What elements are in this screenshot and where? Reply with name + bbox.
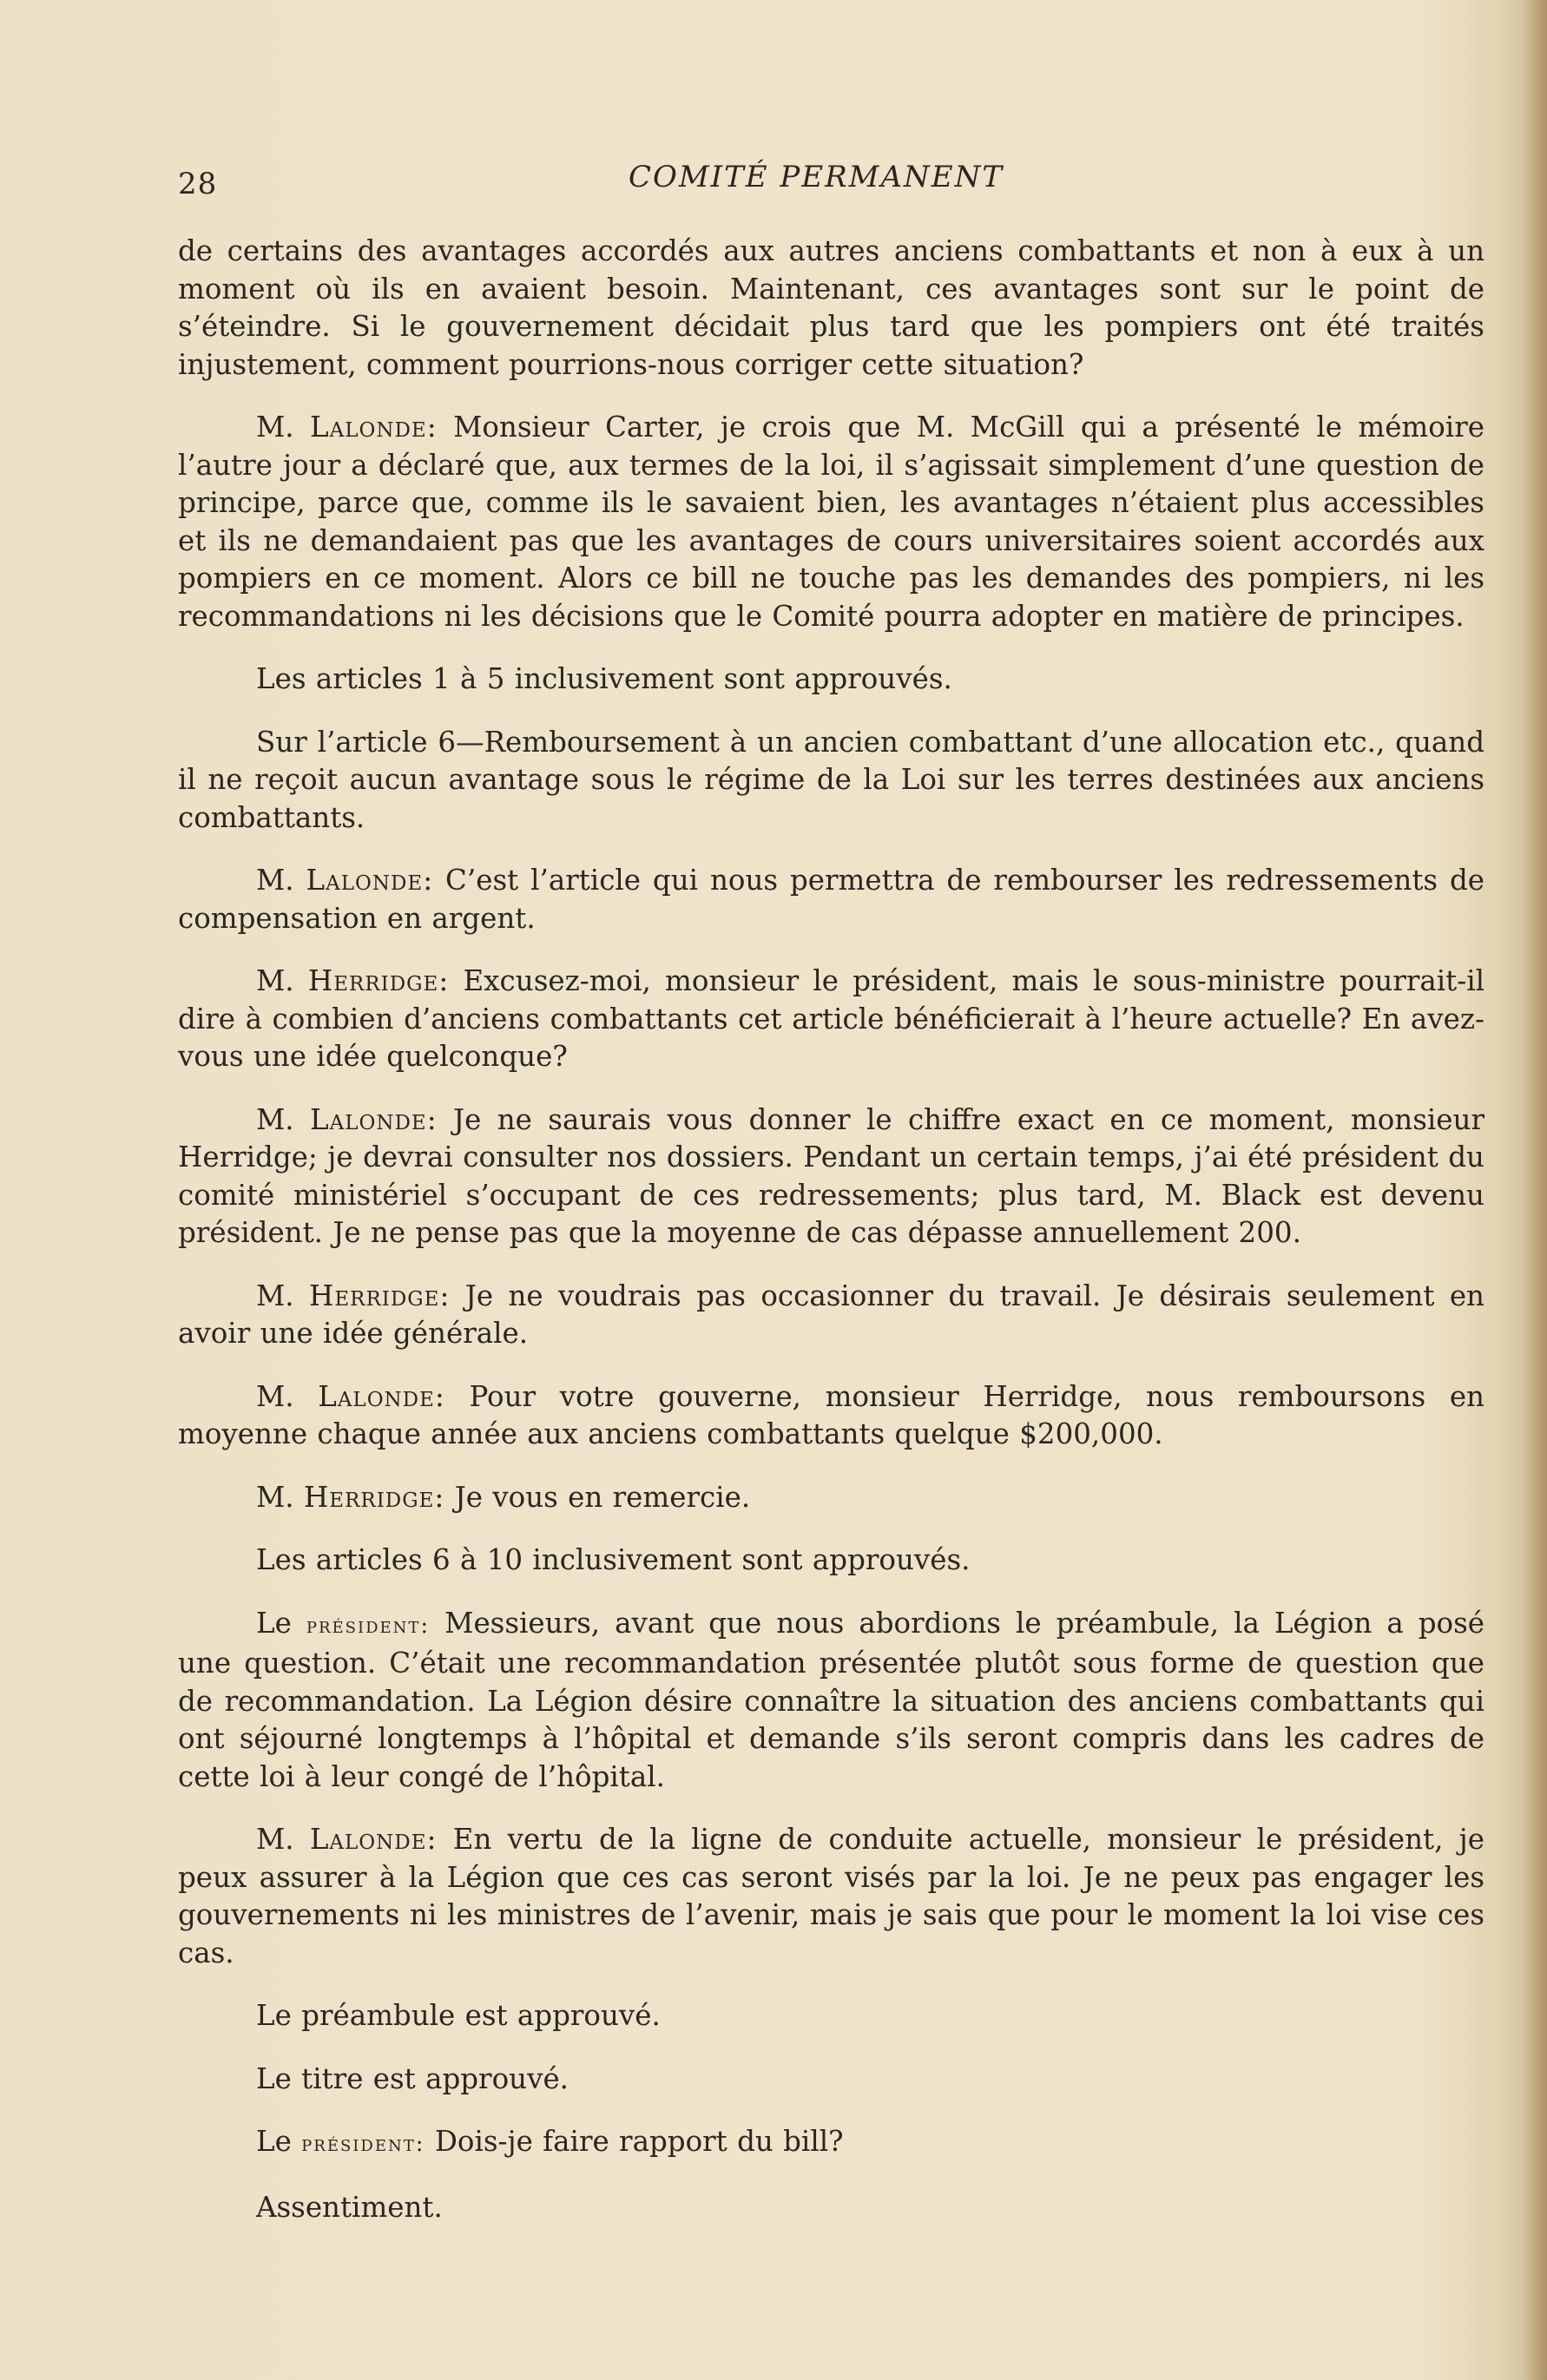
- paragraph-motion: [178, 1997, 1484, 2035]
- speaker-name: Lalonde:: [318, 1379, 445, 1413]
- running-title: COMITÉ PERMANENT: [628, 160, 1004, 194]
- speaker-prefix: M.: [256, 864, 306, 897]
- paragraph-motion: [178, 661, 1484, 699]
- paragraph-motion: [178, 2061, 1484, 2099]
- speaker-prefix: Le: [256, 1606, 306, 1640]
- paragraph-speech: [178, 2123, 1484, 2164]
- speaker-prefix: M.: [256, 1480, 304, 1514]
- paragraph-speech: [178, 1378, 1484, 1454]
- paragraph-speech: [178, 963, 1484, 1076]
- paragraph-text: Monsieur Carter, je crois que M. McGill qui a présenté le mémoire l’autre jour a déclaré que, aux termes de la loi, il s’agissait simplement d’une question de principe, parce que, comme ils le savaient bien, les avantages n’étaient plus accessibles et ils ne demandaient pas que les avantages de cours universitaires soient accordés aux pompiers en ce moment. Alors ce bill ne touche pas les demandes des pompiers, ni les recommandations ni les décisions que le Comité pourra adopter en matière de principes.: [178, 411, 1484, 633]
- paragraph-text: Le préambule est approuvé.: [256, 1999, 661, 2032]
- paragraph-speech: [178, 1605, 1484, 1797]
- paragraph-motion: [178, 2189, 1484, 2227]
- paragraph-text: En vertu de la ligne de conduite actuelle, monsieur le président, je peux assurer à la Légion que ces cas seront visés par la loi. Je ne peux pas engager les gouvernements ni les ministres de l’avenir, mais je sais que pour le moment la loi vise ces cas.: [178, 1823, 1484, 1969]
- paragraph-text: de certains des avantages accordés aux autres anciens combattants et non à eux à un moment où ils en avaient besoin. Maintenant, ces avantages sont sur le point de s’éteindre. Si le gouvernement décidait plus tard que les pompiers ont été traités injustement, comment pourrions-nous corriger cette situation?: [178, 234, 1484, 381]
- paragraph-speech: [178, 1278, 1484, 1353]
- paragraph-text: Le titre est approuvé.: [256, 2061, 569, 2095]
- body-text: [178, 233, 1484, 2252]
- speaker-name: Herridge:: [303, 1480, 445, 1514]
- speaker-prefix: M.: [256, 1379, 319, 1413]
- page-edge-shadow: [1523, 0, 1547, 2380]
- paragraph-speech: [178, 1101, 1484, 1252]
- paragraph-speech: [178, 1821, 1484, 1972]
- paragraph-text: Je vous en remercie.: [444, 1480, 751, 1514]
- paragraph-motion: [178, 1542, 1484, 1580]
- speaker-name: président:: [301, 2131, 425, 2157]
- paragraph-text: C’est l’article qui nous permettra de rembourser les redressements de compensation en argent.: [178, 864, 1484, 935]
- speaker-name: Herridge:: [307, 964, 450, 997]
- paragraph-text: Messieurs, avant que nous abordions le préambule, la Légion a posé une question. C’était une recommandation présentée plutôt sous forme de question que de recommandation. La Légion désire connaître la situation des anciens combattants qui ont séjourné longtemps à l’hôpital et demande s’ils seront compris dans les cadres de cette loi à leur congé de l’hôpital.: [178, 1606, 1485, 1793]
- speaker-name: Lalonde:: [310, 411, 438, 444]
- page-number: 28: [178, 167, 218, 201]
- speaker-prefix: M.: [256, 1279, 310, 1312]
- paragraph-text: Je ne saurais vous donner le chiffre exact en ce moment, monsieur Herridge; je devrai consulter nos dossiers. Pendant un certain temps, j’ai été président du comité ministériel s’occupant de ces redressements; plus tard, M. Black est devenu président. Je ne pense pas que la moyenne de cas dépasse annuellement 200.: [178, 1102, 1484, 1249]
- paragraph-continuation: [178, 233, 1484, 384]
- paragraph-text: Assentiment.: [256, 2190, 443, 2224]
- paragraph-text: Pour votre gouverne, monsieur Herridge, nous remboursons en moyenne chaque année aux anciens combattants quelque $200,000.: [178, 1379, 1484, 1450]
- paragraph-text: Je ne voudrais pas occasionner du travail. Je désirais seulement en avoir une idée générale.: [178, 1279, 1484, 1350]
- paragraph-text: Sur l’article 6—Remboursement à un ancien combattant d’une allocation etc., quand il ne reçoit aucun avantage sous le régime de la Loi sur les terres destinées aux anciens combattants.: [178, 725, 1484, 834]
- speaker-prefix: M.: [256, 1823, 310, 1856]
- paragraph-text: Les articles 6 à 10 inclusivement sont approuvés.: [256, 1543, 971, 1576]
- paragraph-text: Dois-je faire rapport du bill?: [425, 2125, 844, 2158]
- paragraph-speech: [178, 409, 1484, 635]
- speaker-name: Herridge:: [309, 1279, 451, 1312]
- paragraph-speech: [178, 1479, 1484, 1517]
- paragraph-text: Les articles 1 à 5 inclusivement sont approuvés.: [256, 662, 952, 695]
- speaker-name: Lalonde:: [310, 1102, 438, 1136]
- speaker-name: Lalonde:: [306, 864, 434, 897]
- paragraph-motion: [178, 724, 1484, 838]
- page-header: [178, 156, 1454, 208]
- speaker-prefix: M.: [256, 964, 308, 997]
- speaker-prefix: Le: [256, 2125, 302, 2158]
- speaker-name: Lalonde:: [309, 1823, 438, 1856]
- speaker-prefix: M.: [256, 1102, 311, 1136]
- paragraph-text: Excusez-moi, monsieur le président, mais le sous-ministre pourrait-il dire à combien d’anciens combattants cet article bénéficierait à l’heure actuelle? En avez-vous une idée quelconque?: [178, 964, 1484, 1073]
- paragraph-speech: [178, 862, 1484, 937]
- speaker-name: président:: [306, 1612, 431, 1639]
- speaker-prefix: M.: [256, 411, 311, 444]
